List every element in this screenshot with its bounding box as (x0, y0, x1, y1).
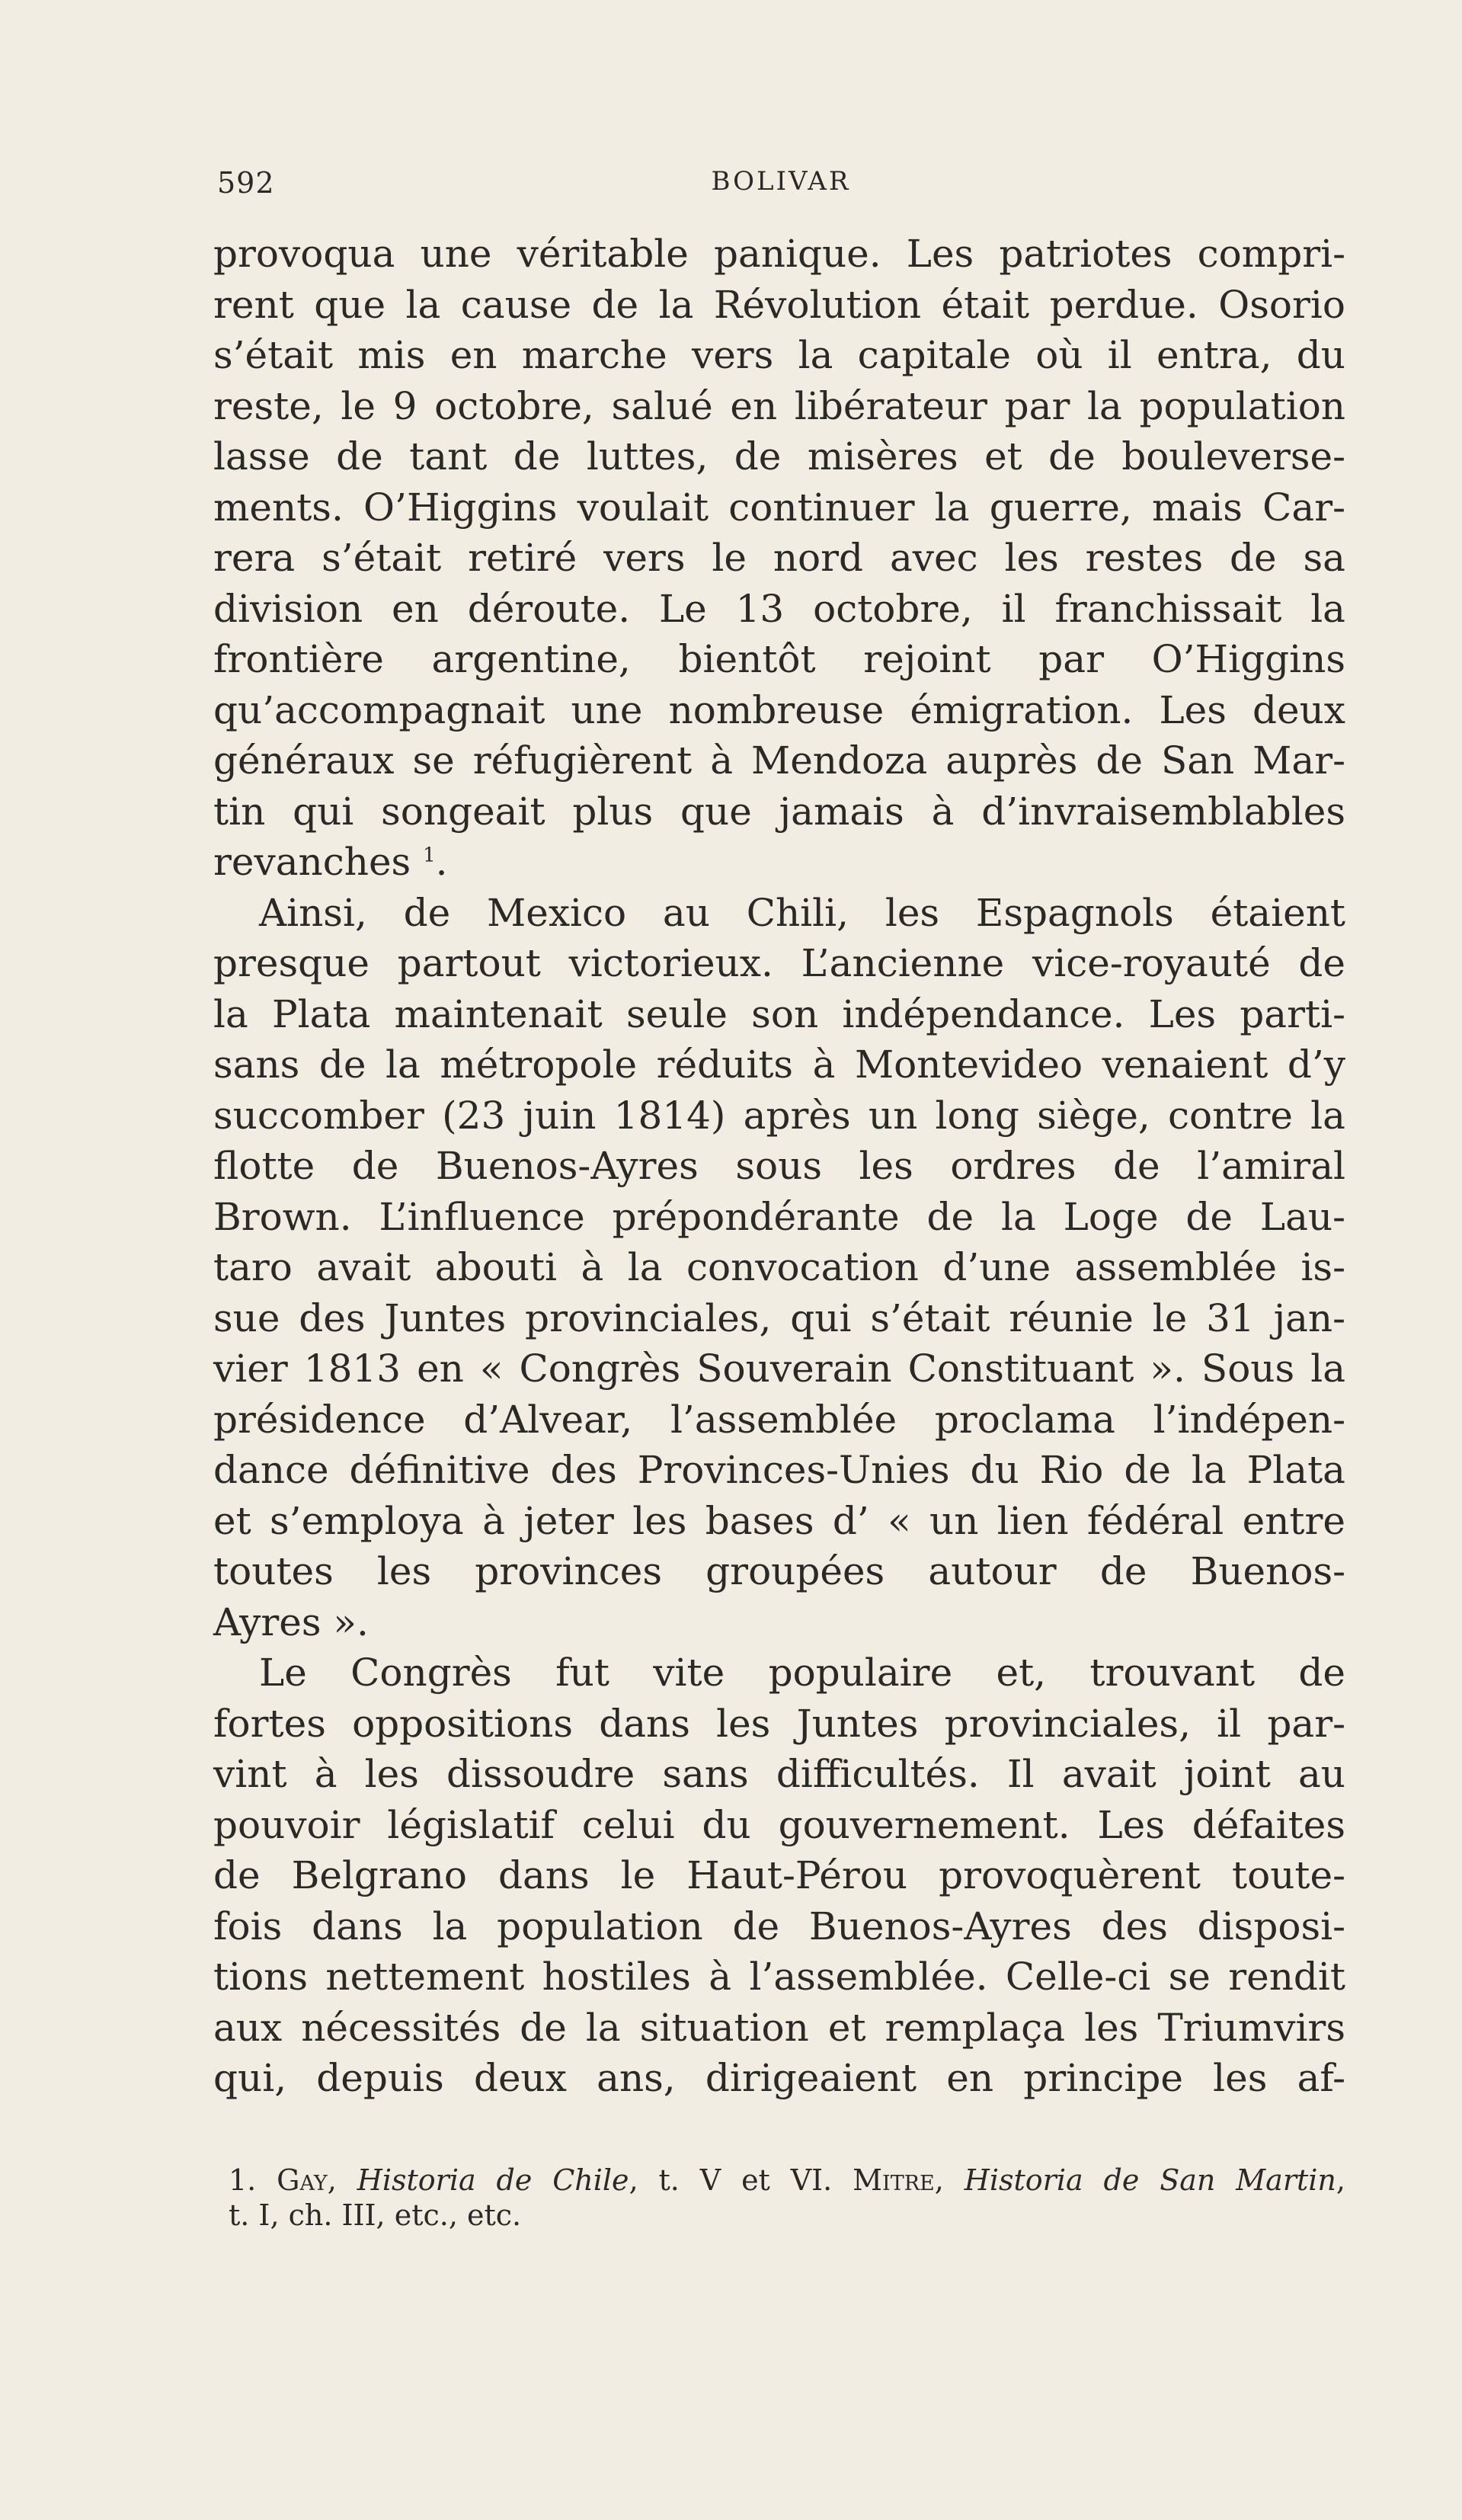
text-line: et s’employa à jeter les bases d’ « un lien fédéral entre (213, 1498, 1345, 1543)
text-line: Ainsi, de Mexico au Chili, les Espagnols étaient (259, 890, 1345, 935)
footnote-author: Mitre (853, 2163, 935, 2197)
text-line: Brown. L’influence prépondérante de la Loge de Lau- (213, 1194, 1345, 1239)
text-line: vint à les dissoudre sans difficultés. Il avait joint au (213, 1752, 1345, 1796)
text-line: presque partout victorieux. L’ancienne vice-royauté de (213, 941, 1345, 985)
body-text (213, 229, 1345, 2104)
footnote-ref: , t. V et VI. (629, 2163, 833, 2197)
footnote-title: Historia de Chile (357, 2163, 629, 2197)
text-line: taro avait abouti à la convocation d’une assemblée is- (213, 1245, 1345, 1289)
text-line: généraux se réfugièrent à Mendoza auprès de San Mar- (213, 738, 1345, 783)
footnote-reference: 1 (423, 844, 436, 867)
footnotes (229, 2163, 1345, 2233)
text-line: s’était mis en marche vers la capitale où il entra, du (213, 333, 1345, 377)
text-line: présidence d’Alvear, l’assemblée proclama l’indépen- (213, 1397, 1345, 1442)
footnote-number: 1. (229, 2163, 257, 2197)
text-line: qui, depuis deux ans, dirigeaient en principe les af- (213, 2056, 1345, 2100)
text-line: sans de la métropole réduits à Montevideo venaient d’y (213, 1042, 1345, 1087)
text-line: lasse de tant de luttes, de misères et de bouleverse- (213, 434, 1345, 479)
text-line: tions nettement hostiles à l’assemblée. Celle-ci se rendit (213, 1955, 1345, 1999)
footnote-line: t. I, ch. III, etc., etc. (229, 2198, 522, 2232)
text-line: pouvoir législatif celui du gouvernement. Les défaites (213, 1802, 1345, 1847)
text-line: sue des Juntes provinciales, qui s’était réunie le 31 jan- (213, 1295, 1345, 1340)
text-line: qu’accompagnait une nombreuse émigration. Les deux (213, 687, 1345, 732)
text-line (213, 837, 1345, 888)
text-line: toutes les provinces groupées autour de Buenos- (213, 1549, 1345, 1593)
text-line: dance définitive des Provinces-Unies du Rio de la Plata (213, 1448, 1345, 1492)
text-line: rent que la cause de la Révolution était perdue. Osorio (213, 282, 1345, 327)
text-line: ments. O’Higgins voulait continuer la guerre, mais Car- (213, 485, 1345, 530)
text-line: Le Congrès fut vite populaire et, trouvant de (259, 1651, 1345, 1695)
text-line: provoqua une véritable panique. Les patriotes compri- (213, 232, 1345, 276)
footnote-author: Gay (277, 2163, 328, 2197)
running-title: BOLIVAR (711, 166, 851, 197)
text-line: flotte de Buenos-Ayres sous les ordres de l’amiral (213, 1144, 1345, 1188)
text-line: fortes oppositions dans les Juntes provinciales, il par- (213, 1701, 1345, 1746)
text-line: aux nécessités de la situation et remplaça les Triumvirs (213, 2005, 1345, 2050)
text-line-tail: . (435, 840, 448, 884)
text-line: reste, le 9 octobre, salué en libérateur par la population (213, 383, 1345, 428)
text-line: division en déroute. Le 13 octobre, il franchissait la (213, 586, 1345, 631)
text-line: de Belgrano dans le Haut-Pérou provoquèrent toute- (213, 1853, 1345, 1897)
text-line: tin qui songeait plus que jamais à d’invraisemblables (213, 789, 1345, 834)
page-header (217, 166, 1345, 212)
text-line: frontière argentine, bientôt rejoint par O’Higgins (213, 637, 1345, 681)
text-line: fois dans la population de Buenos-Ayres des disposi- (213, 1904, 1345, 1948)
text-line: succomber (23 juin 1814) après un long siège, contre la (213, 1093, 1345, 1138)
text-line: rera s’était retiré vers le nord avec les restes de sa (213, 536, 1345, 580)
page-number: 592 (217, 166, 275, 200)
text-line: Ayres ». (213, 1599, 369, 1644)
text-line: vier 1813 en « Congrès Souverain Constituant ». Sous la (213, 1346, 1345, 1391)
text-line-content: revanches (213, 840, 411, 884)
footnote-title: Historia de San Martin (964, 2163, 1336, 2197)
text-line: la Plata maintenait seule son indépendance. Les parti- (213, 991, 1345, 1036)
footnote-line: 1. Gay, Historia de Chile, t. V et VI. Mitre, Historia de San Martin, (229, 2163, 1345, 2197)
